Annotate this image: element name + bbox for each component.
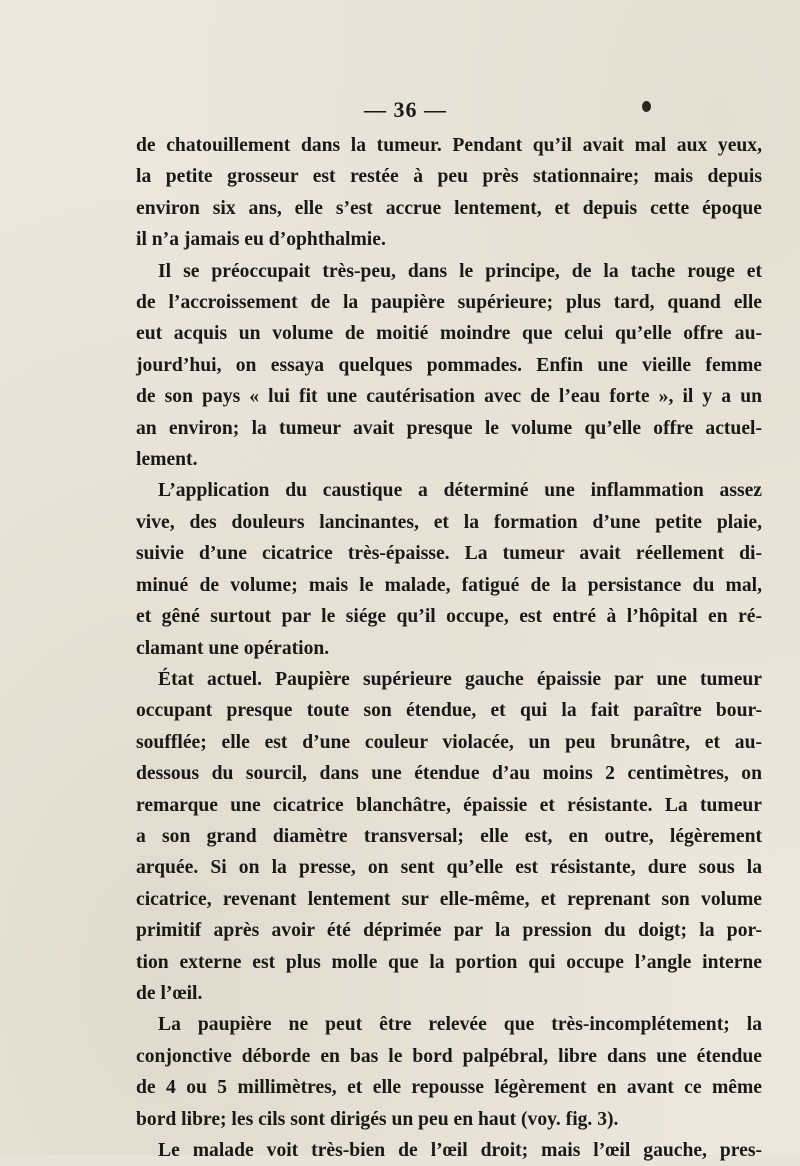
text-line: de chatouillement dans la tumeur. Pendant qu’il avait mal aux yeux, [136, 135, 762, 156]
text-line: conjonctive déborde en bas le bord palpébral, libre dans une étendue [136, 1045, 762, 1067]
text-line: L’application du caustique a déterminé une inflammation assez [158, 480, 762, 502]
text-line: dessous du sourcil, dans une étendue d’au moins 2 centimètres, on [136, 763, 762, 785]
text-line: de son pays « lui fit une cautérisation avec de l’eau forte », il y a un [136, 386, 762, 408]
text-line: vive, des douleurs lancinantes, et la formation d’une petite plaie, [136, 511, 762, 533]
text-line: Il se préoccupait très-peu, dans le principe, de la tache rouge et [158, 260, 762, 282]
text-line: et gêné surtout par le siége qu’il occupe, est entré à l’hôpital en ré- [136, 606, 762, 628]
text-line: tion externe est plus molle que la portion qui occupe l’angle interne [136, 951, 762, 973]
text-line: il n’a jamais eu d’ophthalmie. [136, 229, 386, 251]
text-line: lement. [136, 449, 198, 471]
text-line: Le malade voit très-bien de l’œil droit; mais l’œil gauche, pres- [158, 1140, 762, 1161]
text-line: de l’accroissement de la paupière supérieure; plus tard, quand elle [136, 292, 762, 314]
text-line: La paupière ne peut être relevée que très-incomplétement; la [158, 1014, 762, 1036]
text-line: suivie d’une cicatrice très-épaisse. La tumeur avait réellement di- [136, 543, 762, 565]
text-line: État actuel. Paupière supérieure gauche épaissie par une tumeur [158, 668, 762, 690]
text-line: bord libre; les cils sont dirigés un peu en haut (voy. fig. 3). [136, 1108, 619, 1130]
text-line: a son grand diamètre transversal; elle est, en outre, légèrement [136, 825, 762, 847]
text-line: arquée. Si on la presse, on sent qu’elle est résistante, dure sous la [136, 857, 762, 879]
body-text [136, 130, 762, 1166]
page-number: — 36 — [364, 97, 447, 122]
text-line: an environ; la tumeur avait presque le volume qu’elle offre actuel- [136, 417, 762, 439]
text-line: de l’œil. [136, 982, 203, 1004]
text-line: eut acquis un volume de moitié moindre que celui qu’elle offre au- [136, 323, 762, 345]
text-line: remarque une cicatrice blanchâtre, épaissie et résistante. La tumeur [136, 794, 762, 816]
text-line: de 4 ou 5 millimètres, et elle repousse légèrement en avant ce même [136, 1077, 762, 1099]
page-header [0, 97, 800, 125]
text-line: clamant une opération. [136, 637, 330, 659]
text-line: minué de volume; mais le malade, fatigué de la persistance du mal, [136, 574, 762, 596]
text-line: cicatrice, revenant lentement sur elle-même, et reprenant son volume [136, 888, 762, 910]
ink-spot [642, 101, 651, 112]
text-line: occupant presque toute son étendue, et qui la fait paraître bour- [136, 700, 762, 722]
text-line: la petite grosseur est restée à peu près stationnaire; mais depuis [136, 166, 762, 188]
text-line: environ six ans, elle s’est accrue lentement, et depuis cette époque [136, 197, 762, 219]
text-line: soufflée; elle est d’une couleur violacée, un peu brunâtre, et au- [136, 731, 762, 753]
text-line: jourd’hui, on essaya quelques pommades. Enfin une vieille femme [136, 354, 762, 376]
text-line: primitif après avoir été déprimée par la pression du doigt; la por- [136, 920, 762, 942]
